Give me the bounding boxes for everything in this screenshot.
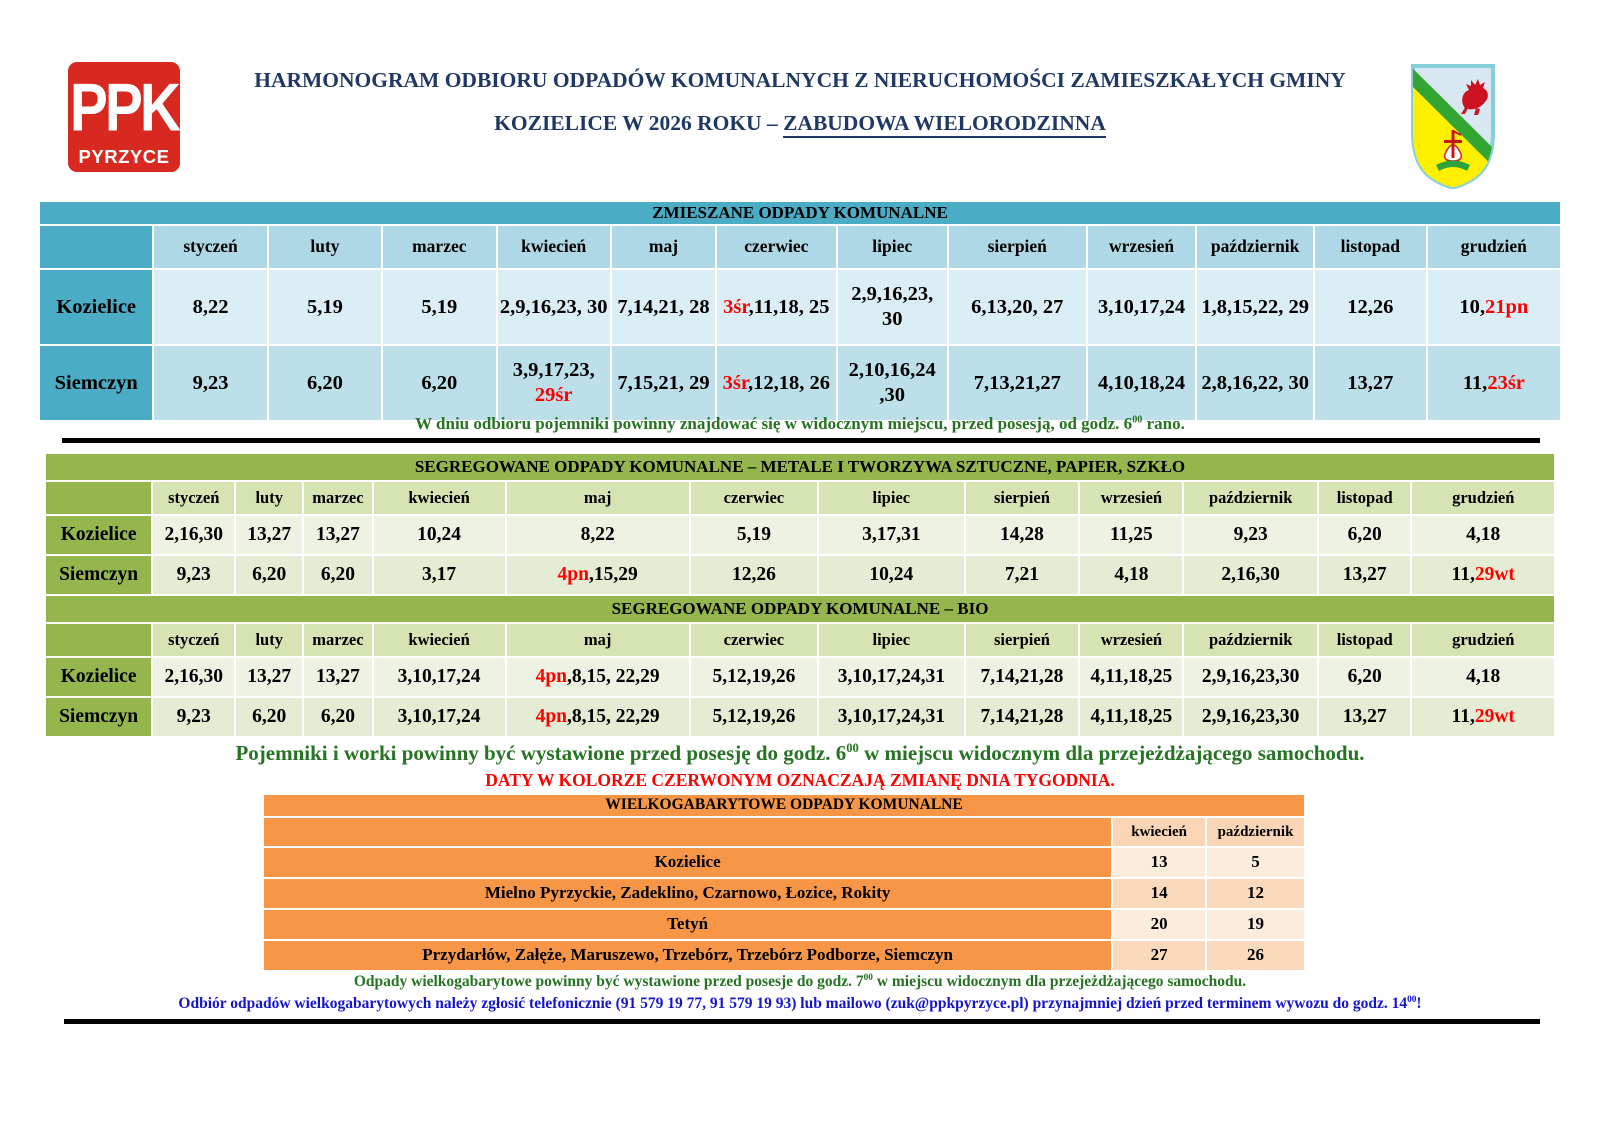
table-title: SEGREGOWANE ODPADY KOMUNALNE – BIO — [45, 595, 1555, 623]
corner-cell — [263, 817, 1112, 847]
schedule-cell: 1,8,15,22, 29 — [1196, 269, 1313, 345]
month-header: styczeń — [152, 623, 235, 657]
schedule-cell: 4,11,18,25 — [1079, 697, 1183, 737]
month-header: styczeń — [152, 481, 235, 515]
schedule-cell: 13,27 — [1314, 345, 1427, 421]
schedule-cell: 4,18 — [1079, 555, 1183, 595]
month-header: maj — [506, 481, 690, 515]
note-bulky-waste — [0, 973, 1600, 991]
schedule-cell: 11,25 — [1079, 515, 1183, 555]
month-header: wrzesień — [1087, 225, 1197, 269]
schedule-cell: 13,27 — [1318, 555, 1412, 595]
schedule-cell: 10,24 — [818, 555, 964, 595]
schedule-cell: 2,9,16,23,30 — [1183, 657, 1317, 697]
note2-sup: 00 — [846, 741, 859, 755]
schedule-cell: 4,18 — [1411, 657, 1555, 697]
schedule-cell: 4,10,18,24 — [1087, 345, 1197, 421]
note1-sup: 00 — [1132, 414, 1143, 426]
note5-sup: 00 — [1407, 994, 1417, 1005]
schedule-cell: 13 — [1112, 847, 1206, 878]
month-header: maj — [611, 225, 716, 269]
month-header: październik — [1206, 817, 1305, 847]
row-label: Siemczyn — [45, 697, 152, 737]
schedule-cell: 10,24 — [373, 515, 506, 555]
schedule-cell: 3,10,17,24 — [373, 657, 506, 697]
schedule-cell: 9,23 — [153, 345, 267, 421]
schedule-cell: 11,29wt — [1411, 697, 1555, 737]
schedule-cell: 6,20 — [303, 555, 372, 595]
schedule-cell: 9,23 — [152, 697, 235, 737]
schedule-cell: 12,26 — [690, 555, 818, 595]
schedule-cell: 5,19 — [382, 269, 496, 345]
schedule-cell: 27 — [1112, 940, 1206, 971]
schedule-cell: 7,21 — [965, 555, 1080, 595]
schedule-cell: 9,23 — [1183, 515, 1317, 555]
month-header: czerwiec — [690, 481, 818, 515]
schedule-cell: 3śr,12,18, 26 — [716, 345, 836, 421]
schedule-cell: 20 — [1112, 909, 1206, 940]
divider-line-top — [62, 438, 1540, 443]
row-label: Kozielice — [263, 847, 1112, 878]
row-label: Kozielice — [45, 515, 152, 555]
schedule-cell: 6,20 — [268, 345, 382, 421]
schedule-cell: 10,21pn — [1427, 269, 1561, 345]
schedule-cell: 2,10,16,24 ,30 — [837, 345, 948, 421]
schedule-cell: 2,9,16,23, 30 — [837, 269, 948, 345]
schedule-cell: 9,23 — [152, 555, 235, 595]
schedule-cell: 13,27 — [235, 515, 303, 555]
page-title — [210, 68, 1390, 137]
note4-post: w miejscu widocznym dla przejeżdżającego samochodu. — [872, 973, 1247, 990]
row-label: Tetyń — [263, 909, 1112, 940]
month-header: wrzesień — [1079, 623, 1183, 657]
divider-line-bottom — [64, 1019, 1540, 1024]
title-line2-underlined: ZABUDOWA WIELORODZINNA — [783, 111, 1106, 138]
month-header: grudzień — [1411, 623, 1555, 657]
note5-text: Odbiór odpadów wielkogabarytowych należy zgłosić telefonicznie (91 579 19 77, 91 579 19 93) lub mailowo (zuk@ppkpyrzyce.pl) przynajmniej dzień przed terminem wywozu do godz. 14 — [178, 995, 1408, 1012]
ppk-logo-text: PPK — [69, 70, 179, 146]
row-label: Siemczyn — [45, 555, 152, 595]
schedule-cell: 4,18 — [1411, 515, 1555, 555]
title-line2 — [210, 111, 1390, 137]
row-label: Kozielice — [45, 657, 152, 697]
schedule-cell: 2,9,16,23, 30 — [497, 269, 611, 345]
schedule-cell: 2,16,30 — [1183, 555, 1317, 595]
month-header: luty — [235, 481, 303, 515]
month-header: marzec — [382, 225, 496, 269]
schedule-cell: 6,20 — [382, 345, 496, 421]
schedule-cell: 13,27 — [235, 657, 303, 697]
month-header: listopad — [1318, 623, 1412, 657]
month-header: kwiecień — [373, 623, 506, 657]
schedule-cell: 3,10,17,24 — [373, 697, 506, 737]
month-header: październik — [1183, 481, 1317, 515]
ppk-logo — [68, 62, 180, 172]
schedule-cell: 3śr,11,18, 25 — [716, 269, 836, 345]
month-header: październik — [1196, 225, 1313, 269]
note2-post: w miejscu widocznym dla przejeżdżającego samochodu. — [858, 741, 1365, 765]
segregowane-bio-table — [44, 594, 1556, 738]
schedule-cell: 13,27 — [1318, 697, 1412, 737]
schedule-cell: 6,20 — [235, 555, 303, 595]
schedule-cell: 13,27 — [303, 515, 372, 555]
schedule-cell: 5 — [1206, 847, 1305, 878]
schedule-cell: 12 — [1206, 878, 1305, 909]
coat-of-arms-icon — [1408, 62, 1498, 192]
month-header: luty — [268, 225, 382, 269]
month-header: lipiec — [837, 225, 948, 269]
schedule-cell: 5,19 — [268, 269, 382, 345]
schedule-cell: 2,16,30 — [152, 657, 235, 697]
month-header: styczeń — [153, 225, 267, 269]
note4-text: Odpady wielkogabarytowe powinny być wystawione przed posesje do godz. 7 — [353, 973, 864, 990]
title-line2-prefix: KOZIELICE W 2026 ROKU – — [494, 110, 784, 135]
schedule-cell: 2,9,16,23,30 — [1183, 697, 1317, 737]
month-header: październik — [1183, 623, 1317, 657]
row-label: Kozielice — [39, 269, 153, 345]
table-title: SEGREGOWANE ODPADY KOMUNALNE – METALE I TWORZYWA SZTUCZNE, PAPIER, SZKŁO — [45, 453, 1555, 481]
title-line1: HARMONOGRAM ODBIORU ODPADÓW KOMUNALNYCH Z NIERUCHOMOŚCI ZAMIESZKAŁYCH GMINY — [254, 68, 1346, 92]
schedule-cell: 3,10,17,24,31 — [818, 697, 964, 737]
wielkogabarytowe-table — [262, 793, 1306, 972]
corner-cell — [45, 481, 152, 515]
month-header: kwiecień — [1112, 817, 1206, 847]
schedule-cell: 2,16,30 — [152, 515, 235, 555]
month-header: listopad — [1318, 481, 1412, 515]
schedule-cell: 7,14,21, 28 — [611, 269, 716, 345]
schedule-cell: 5,19 — [690, 515, 818, 555]
month-header: lipiec — [818, 623, 964, 657]
schedule-cell: 7,14,21,28 — [965, 697, 1080, 737]
month-header: listopad — [1314, 225, 1427, 269]
schedule-cell: 3,10,17,24,31 — [818, 657, 964, 697]
month-header: czerwiec — [716, 225, 836, 269]
month-header: sierpień — [965, 623, 1080, 657]
month-header: maj — [506, 623, 690, 657]
month-header: grudzień — [1411, 481, 1555, 515]
schedule-cell: 3,17,31 — [818, 515, 964, 555]
note4-sup: 00 — [863, 972, 873, 983]
schedule-cell: 5,12,19,26 — [690, 697, 818, 737]
corner-cell — [39, 225, 153, 269]
month-header: sierpień — [965, 481, 1080, 515]
schedule-cell: 6,20 — [235, 697, 303, 737]
schedule-cell: 6,20 — [1318, 515, 1412, 555]
schedule-cell: 11,29wt — [1411, 555, 1555, 595]
schedule-cell: 26 — [1206, 940, 1305, 971]
month-header: marzec — [303, 481, 372, 515]
schedule-cell: 4,11,18,25 — [1079, 657, 1183, 697]
schedule-cell: 19 — [1206, 909, 1305, 940]
month-header: lipiec — [818, 481, 964, 515]
row-label: Mielno Pyrzyckie, Zadeklino, Czarnowo, Łozice, Rokity — [263, 878, 1112, 909]
schedule-cell: 6,20 — [303, 697, 372, 737]
schedule-cell: 13,27 — [303, 657, 372, 697]
schedule-cell: 3,10,17,24 — [1087, 269, 1197, 345]
schedule-cell: 4pn,8,15, 22,29 — [506, 697, 690, 737]
month-header: luty — [235, 623, 303, 657]
schedule-cell: 14,28 — [965, 515, 1080, 555]
note-bins-visible-morning — [0, 414, 1600, 434]
note-containers-bags — [0, 741, 1600, 766]
schedule-cell: 3,17 — [373, 555, 506, 595]
schedule-cell: 14 — [1112, 878, 1206, 909]
schedule-cell: 5,12,19,26 — [690, 657, 818, 697]
ppk-logo-subtext: PYRZYCE — [78, 146, 170, 167]
note1-text: W dniu odbioru pojemniki powinny znajdować się w widocznym miejscu, przed posesją, od godz. 6 — [415, 414, 1133, 433]
month-header: czerwiec — [690, 623, 818, 657]
schedule-cell: 4pn,15,29 — [506, 555, 690, 595]
schedule-cell: 8,22 — [153, 269, 267, 345]
month-header: wrzesień — [1079, 481, 1183, 515]
note-red-dates: DATY W KOLORZE CZERWONYM OZNACZAJĄ ZMIANĘ DNIA TYGODNIA. — [485, 770, 1115, 790]
schedule-cell: 7,14,21,28 — [965, 657, 1080, 697]
schedule-cell: 3,9,17,23, 29śr — [497, 345, 611, 421]
schedule-cell: 2,8,16,22, 30 — [1196, 345, 1313, 421]
schedule-cell: 4pn,8,15, 22,29 — [506, 657, 690, 697]
schedule-cell: 6,20 — [1318, 657, 1412, 697]
zmieszane-table — [38, 200, 1562, 422]
note1-post: rano. — [1142, 414, 1185, 433]
corner-cell — [45, 623, 152, 657]
schedule-cell: 12,26 — [1314, 269, 1427, 345]
month-header: sierpień — [948, 225, 1087, 269]
month-header: kwiecień — [497, 225, 611, 269]
schedule-cell: 6,13,20, 27 — [948, 269, 1087, 345]
note5-post: ! — [1416, 995, 1422, 1012]
note2-text: Pojemniki i worki powinny być wystawione przed posesję do godz. 6 — [235, 741, 847, 765]
segregowane-metale-table — [44, 452, 1556, 596]
month-header: grudzień — [1427, 225, 1561, 269]
table-title: WIELKOGABARYTOWE ODPADY KOMUNALNE — [263, 794, 1305, 817]
month-header: marzec — [303, 623, 372, 657]
schedule-cell: 8,22 — [506, 515, 690, 555]
schedule-cell: 7,15,21, 29 — [611, 345, 716, 421]
row-label: Przydarłów, Załęże, Maruszewo, Trzebórz, Trzebórz Podborze, Siemczyn — [263, 940, 1112, 971]
note-bulky-contact — [0, 995, 1600, 1013]
row-label: Siemczyn — [39, 345, 153, 421]
schedule-cell: 11,23śr — [1427, 345, 1561, 421]
table-title: ZMIESZANE ODPADY KOMUNALNE — [39, 201, 1561, 225]
schedule-cell: 7,13,21,27 — [948, 345, 1087, 421]
month-header: kwiecień — [373, 481, 506, 515]
